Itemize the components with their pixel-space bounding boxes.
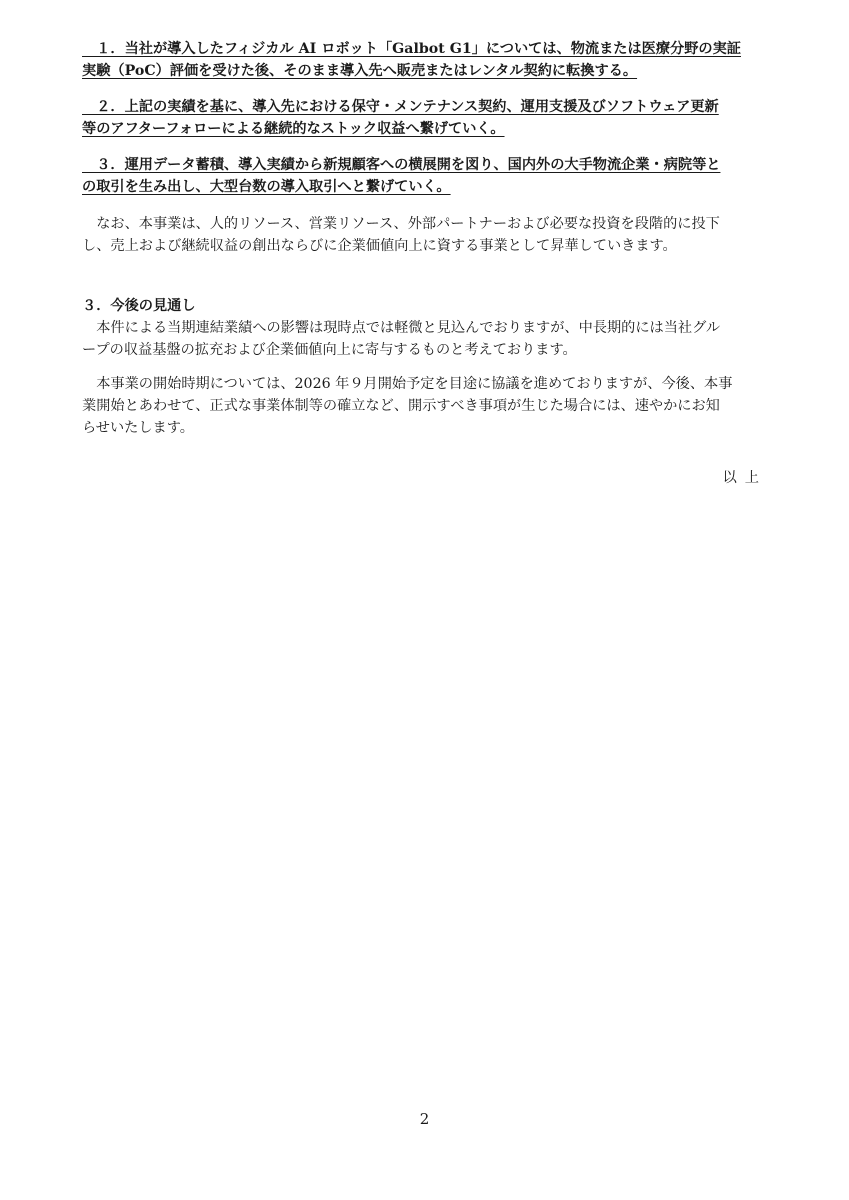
outlook-paragraph-1: [82, 317, 774, 361]
closing-mark: 以上: [722, 470, 767, 486]
point-2-line-2: 等のアフターフォローによる継続的なストック収益へ繋げていく。: [82, 121, 505, 137]
point-2: [82, 96, 774, 140]
note-line-1: なお、本事業は、人的リソース、営業リソース、外部パートナーおよび必要な投資を段階的に投下: [82, 216, 720, 232]
note-line-2: し、売上および継続収益の創出ならびに企業価値向上に資する事業として昇華していきます。: [82, 238, 677, 254]
point-2-line-1: ２．上記の実績を基に、導入先における保守・メンテナンス契約、運用支援及びソフトウェア更新: [82, 99, 719, 115]
outlook-p2-line-1: 本事業の開始時期については、2026 年９月開始予定を目途に協議を進めておりますが、今後、本事: [82, 376, 733, 392]
point-1: [82, 38, 774, 82]
point-3: [82, 154, 774, 198]
point-3-line-2: の取引を生み出し、大型台数の導入取引へと繋げていく。: [82, 179, 451, 195]
outlook-p1-line-2: ープの収益基盤の拡充および企業価値向上に寄与するものと考えております。: [82, 342, 577, 358]
note-paragraph: [82, 213, 774, 257]
outlook-p2-line-3: らせいたします。: [82, 420, 194, 436]
point-3-line-1: ３．運用データ蓄積、導入実績から新規顧客への横展開を図り、国内外の大手物流企業・病院等と: [82, 157, 721, 173]
point-1-line-2: 実験（PoC）評価を受けた後、そのまま導入先へ販売またはレンタル契約に転換する。: [82, 63, 638, 79]
section-heading-outlook: ３．今後の見通し: [82, 298, 196, 314]
point-1-line-1: １．当社が導入したフィジカル AI ロボット「Galbot G1」については、物流または医療分野の実証: [82, 41, 741, 57]
outlook-p1-line-1: 本件による当期連結業績への影響は現時点では軽微と見込んでおりますが、中長期的には当社グル: [82, 320, 721, 336]
outlook-paragraph-2: [82, 373, 774, 439]
outlook-p2-line-2: 業開始とあわせて、正式な事業体制等の確立など、開示すべき事項が生じた場合には、速やかにお知: [82, 398, 720, 414]
page-number: 2: [419, 1110, 430, 1128]
